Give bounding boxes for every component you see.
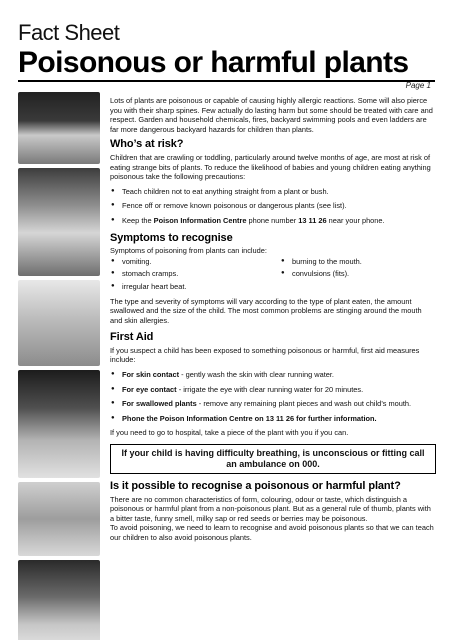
list-item: ● burning to the mouth.: [280, 257, 436, 267]
list-item: ● Fence off or remove known poisonous or dangerous plants (see list).: [110, 201, 436, 211]
title-divider: [18, 80, 435, 82]
poison-centre-name: Poison Information Centre: [153, 215, 247, 225]
symptoms-paragraph: The type and severity of symptoms will vary according to the type of plant eaten, the amount swallowed and the size of the child. The most common problems are stinging around the mouth and skin allergies.: [110, 296, 422, 325]
intro-paragraph: Lots of plants are poisonous or capable of causing highly allergic reactions. Some will also pierce you with their sharp spines. Few actually do lasting harm but some should be treated with care and respect. Garden and household chemicals, fires, backyard swimming pools and even ladders are far more dangerous backyard hazards for children than plants.: [110, 96, 433, 134]
girl-smiling-photo: [18, 560, 100, 640]
fact-sheet-kicker: Fact Sheet: [18, 20, 120, 45]
girl-portrait-photo: [18, 370, 100, 478]
boy-portrait-photo: [18, 168, 100, 276]
main-content: [110, 96, 436, 548]
list-item: ● irregular heart beat.: [110, 282, 266, 292]
precautions-list: [110, 187, 436, 226]
toddlers-photo: [18, 280, 100, 366]
list-item: ● For skin contact - gently wash the skin with clear running water.: [110, 370, 436, 380]
symptoms-list: [110, 257, 436, 295]
baby-photo: [18, 482, 100, 556]
list-item: ● Keep the Poison Information Centre phone number 13 11 26 near your phone.: [110, 216, 436, 226]
section-heading-risk: Who’s at risk?: [110, 138, 184, 151]
section-heading-symptoms: Symptoms to recognise: [110, 231, 233, 244]
poison-centre-number: 13 11 26: [298, 215, 327, 225]
photo-column: [18, 92, 100, 640]
recognise-paragraph: There are no common characteristics of form, colouring, odour or taste, which distinguish a poisonous or harmful plant from a non-poisonous plant. But as a general rule of thumb, plants with a bitter taste, funny smell, milky sap or red seeds or berries may be poisonous.: [110, 494, 431, 523]
risk-paragraph: Children that are crawling or toddling, particularly around twelve months of age, are most at risk of eating strange bits of plants. To reduce the likelihood of babies and young children eating anything poisonous take the following precautions:: [110, 152, 431, 182]
list-item: ● For swallowed plants - remove any remaining plant pieces and wash out child’s mouth.: [110, 399, 436, 409]
list-item: ● Teach children not to eat anything straight from a plant or bush.: [110, 187, 436, 197]
section-heading-first-aid: First Aid: [110, 331, 154, 344]
list-item: ● vomiting.: [110, 257, 266, 267]
first-aid-list: [110, 370, 436, 423]
hospital-note: If you need to go to hospital, take a piece of the plant with you if you can.: [110, 428, 349, 438]
recognise-paragraph-2: To avoid poisoning, we need to learn to recognise and avoid poisonous plants so that we can teach our children to also avoid poisonous plants.: [110, 523, 434, 542]
first-aid-lead: If you suspect a child has been exposed to something poisonous or harmful, first aid measures include:: [110, 345, 420, 365]
children-photo-group: [18, 92, 100, 164]
emergency-alert-box: If your child is having difficulty breathing, is unconscious or fitting call an ambulance on 000.: [110, 444, 436, 474]
list-item: ● convulsions (fits).: [280, 269, 436, 279]
list-item: ● Phone the Poison Information Centre on 13 11 26 for further information.: [110, 414, 436, 424]
list-item: ● For eye contact - irrigate the eye with clear running water for 20 minutes.: [110, 385, 436, 395]
page-number: Page 1: [405, 81, 431, 90]
page-title: Poisonous or harmful plants: [18, 46, 409, 79]
list-item: ● stomach cramps.: [110, 269, 266, 279]
symptoms-lead: Symptoms of poisoning from plants can include:: [110, 246, 267, 256]
section-heading-recognise: Is it possible to recognise a poisonous or harmful plant?: [110, 480, 401, 493]
